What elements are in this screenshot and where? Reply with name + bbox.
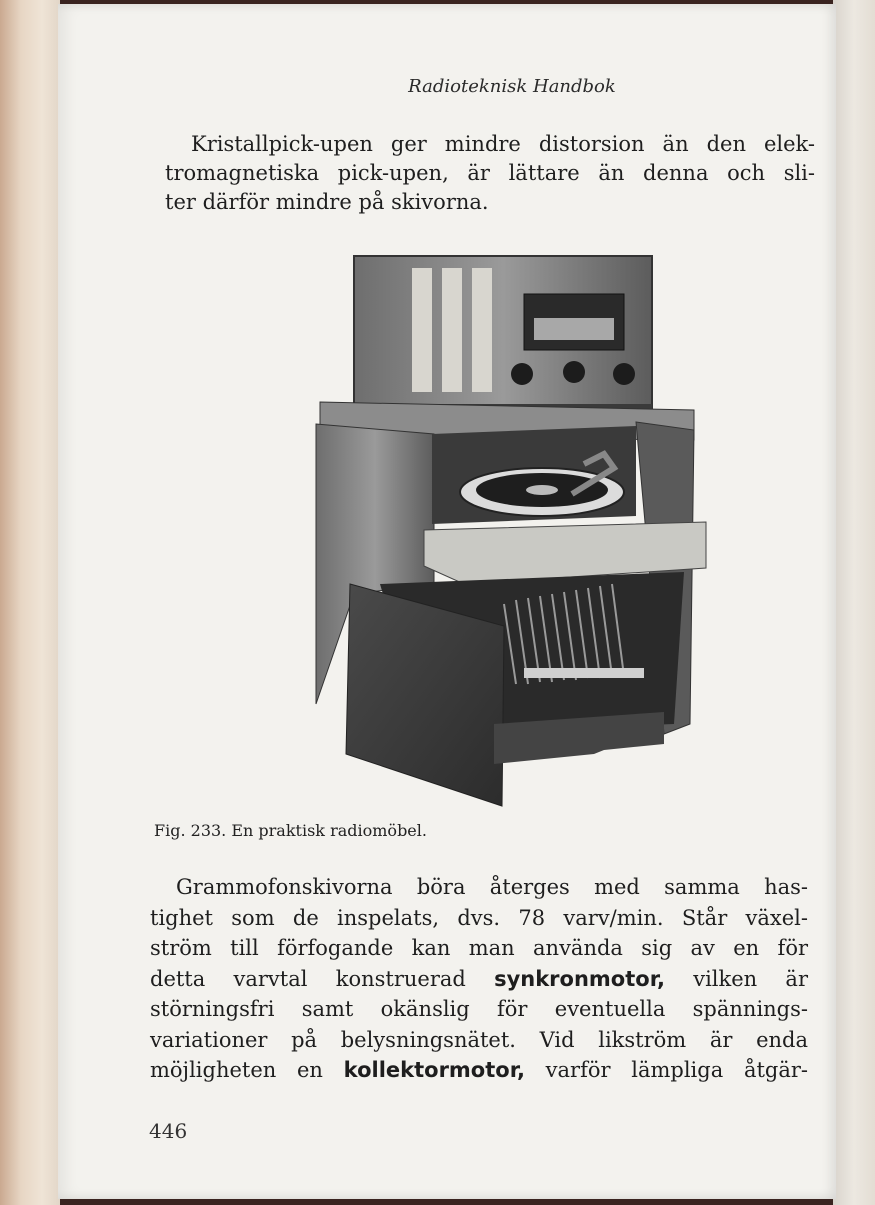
book-page <box>58 4 836 1199</box>
radio-knob <box>613 363 635 385</box>
radio-knob <box>511 363 533 385</box>
radio-dial-scale <box>534 318 614 340</box>
paragraph-1-line: Kristallpick-upen ger mindre distorsion än den elek- <box>191 132 815 156</box>
paragraph-2-line: störningsfri samt okänslig för eventuella spännings- <box>150 997 808 1021</box>
page-number: 446 <box>149 1119 188 1143</box>
paragraph-1 <box>165 130 815 217</box>
radio-knob <box>563 361 585 383</box>
paragraph-2-line <box>150 964 808 995</box>
paragraph-1-line: ter därför mindre på skivorna. <box>165 190 489 214</box>
book-edge-left <box>0 0 60 1205</box>
figure-caption: Fig. 233. En praktisk radiomöbel. <box>154 821 427 840</box>
radio-grille-bar <box>412 268 432 392</box>
text-segment: varför lämpliga åtgär- <box>545 1058 808 1082</box>
bold-term-synkronmotor: synkronmotor, <box>494 966 665 991</box>
radio-cabinet-illustration <box>254 254 714 814</box>
bold-term-kollektormotor: kollektormotor, <box>343 1058 525 1082</box>
text-segment: detta varvtal konstruerad <box>150 966 466 991</box>
paragraph-1-line: tromagnetiska pick-upen, är lättare än denna och sli- <box>165 161 815 185</box>
paragraph-2-line: tighet som de inspelats, dvs. 78 varv/min. Står växel- <box>150 905 808 930</box>
record-label <box>526 485 558 495</box>
radio-grille-bar <box>442 268 462 392</box>
record-rack <box>524 668 644 678</box>
text-segment: möjligheten en <box>150 1058 323 1082</box>
paragraph-2-line <box>150 1055 808 1086</box>
paragraph-2-line: variationer på belysningsnätet. Vid likström är enda <box>150 1027 808 1052</box>
text-segment: vilken är <box>693 966 808 991</box>
radio-cabinet-figure <box>254 254 714 814</box>
radio-grille-bar <box>472 268 492 392</box>
paragraph-2-line: Grammofonskivorna böra återges med samma has- <box>176 875 808 899</box>
paragraph-2-line: ström till förfogande kan man använda sig av en för <box>150 936 808 960</box>
book-edge-right <box>833 0 875 1205</box>
running-header: Radioteknisk Handbok <box>408 76 616 97</box>
paragraph-2 <box>150 872 808 1086</box>
